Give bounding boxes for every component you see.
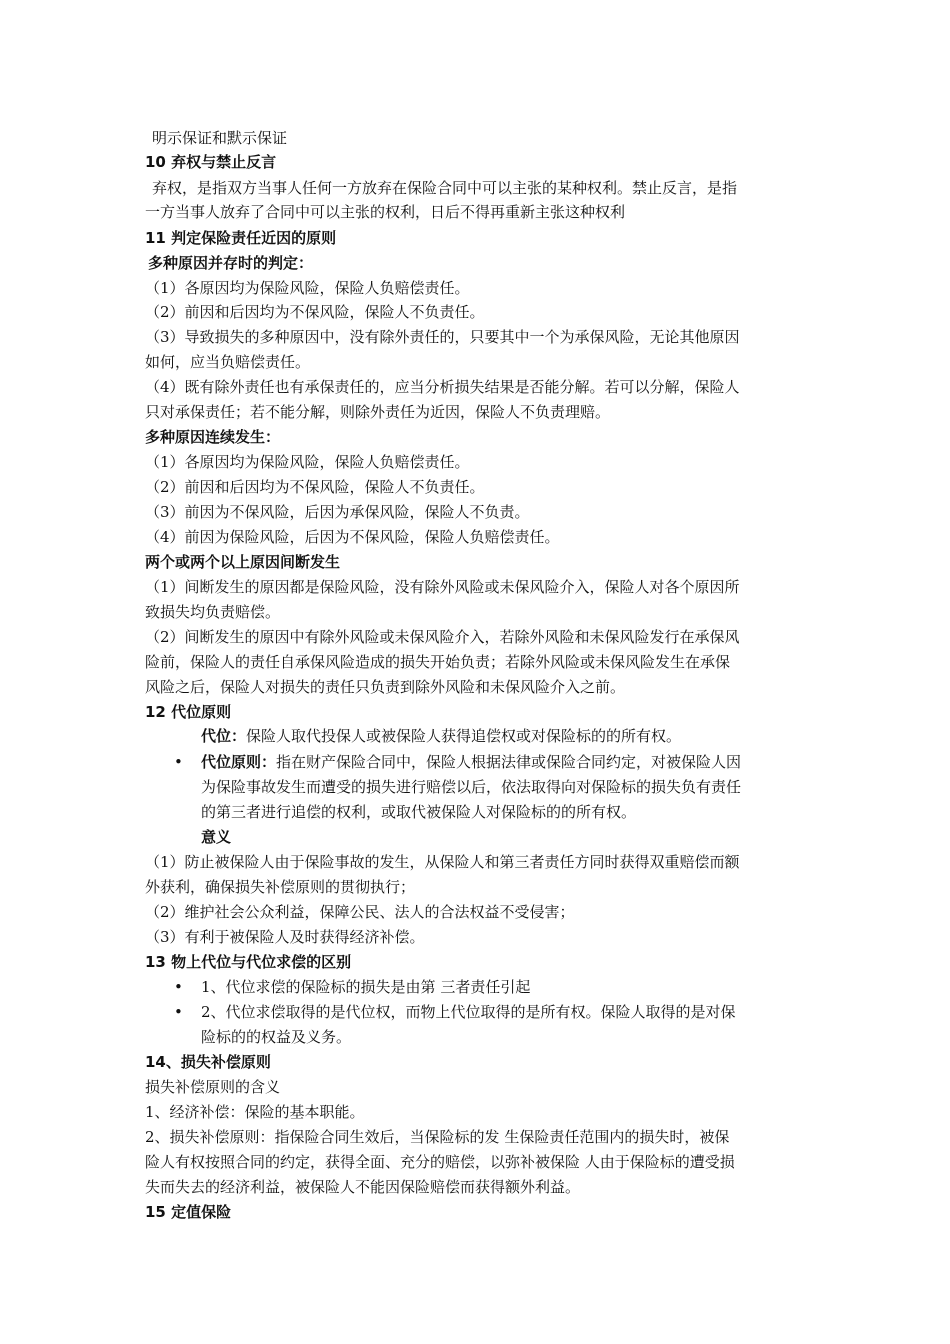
- subheading: 多种原因并存时的判定：: [148, 254, 314, 272]
- text-line: 只对承保责任；若不能分解，则除外责任为近因，保险人不负责理赔。: [145, 403, 611, 421]
- text-line: 如何，应当负赔偿责任。: [145, 353, 311, 371]
- list-item: 2、代位求偿取得的是代位权，而物上代位取得的是所有权。保险人取得的是对保: [201, 1003, 736, 1021]
- text-line: （2）前因和后因均为不保风险，保险人不负责任。: [145, 303, 485, 321]
- text-line: [201, 724, 681, 748]
- section-heading-13: 13 物上代位与代位求偿的区别: [145, 953, 352, 971]
- text-line: （4）前因为保险风险，后因为不保风险，保险人负赔偿责任。: [145, 528, 560, 546]
- text-line: （4）既有除外责任也有承保责任的，应当分析损失结果是否能分解。若可以分解，保险人: [145, 378, 740, 396]
- text-line: （3）前因为不保风险，后因为承保风险，保险人不负责。: [145, 503, 530, 521]
- text-line: 失而失去的经济利益，被保险人不能因保险赔偿而获得额外利益。: [145, 1178, 581, 1196]
- text-line: （1）防止被保险人由于保险事故的发生，从保险人和第三者责任方同时获得双重赔偿而额: [145, 853, 740, 871]
- text-line: 弃权，是指双方当事人任何一方放弃在保险合同中可以主张的某种权利。禁止反言，是指: [152, 179, 738, 197]
- text-line: （1）各原因均为保险风险，保险人负赔偿责任。: [145, 453, 470, 471]
- text-line: 明示保证和默示保证: [152, 129, 288, 147]
- section-heading-10: 10 弃权与禁止反言: [145, 153, 277, 171]
- section-heading-11: 11 判定保险责任近因的原则: [145, 229, 337, 247]
- text-line: （3）有利于被保险人及时获得经济补偿。: [145, 928, 425, 946]
- term-definition: 指在财产保险合同中，保险人根据法律或保险合同约定，对被保险人因: [276, 753, 742, 771]
- text-line: 为保险事故发生而遭受的损失进行赔偿以后，依法取得向对保险标的损失负有责任: [201, 778, 742, 796]
- term-label: 代位原则：: [201, 753, 277, 771]
- term-definition: 保险人取代投保人或被保险人获得追偿权或对保险标的的所有权。: [246, 727, 682, 745]
- text-line: 损失补偿原则的含义: [145, 1078, 281, 1096]
- text-line: 外获利，确保损失补偿原则的贯彻执行；: [145, 878, 416, 896]
- text-line: 1、经济补偿：保险的基本职能。: [145, 1103, 365, 1121]
- subheading: 意义: [201, 828, 232, 846]
- section-heading-12: 12 代位原则: [145, 703, 232, 721]
- section-heading-14: 14、损失补偿原则: [145, 1053, 271, 1071]
- list-item: 险标的的权益及义务。: [201, 1028, 352, 1046]
- text-line: 风险之后，保险人对损失的责任只负责到除外风险和未保风险介入之前。: [145, 678, 626, 696]
- section-heading-15: 15 定值保险: [145, 1203, 232, 1221]
- text-line: [201, 750, 741, 774]
- subheading: 两个或两个以上原因间断发生: [145, 553, 341, 571]
- bullet-icon: •: [174, 1003, 183, 1021]
- text-line: 的第三者进行追偿的权利，或取代被保险人对保险标的的所有权。: [201, 803, 637, 821]
- text-line: （1）各原因均为保险风险，保险人负赔偿责任。: [145, 279, 470, 297]
- bullet-icon: •: [174, 978, 183, 996]
- term-label: 代位：: [201, 727, 247, 745]
- text-line: 2、损失补偿原则：指保险合同生效后，当保险标的发 生保险责任范围内的损失时，被保: [145, 1128, 730, 1146]
- text-line: （1）间断发生的原因都是保险风险，没有除外风险或未保风险介入，保险人对各个原因所: [145, 578, 740, 596]
- text-line: （3）导致损失的多种原因中，没有除外责任的，只要其中一个为承保风险，无论其他原因: [145, 328, 740, 346]
- text-line: （2）维护社会公众利益，保障公民、法人的合法权益不受侵害；: [145, 903, 575, 921]
- text-line: 一方当事人放弃了合同中可以主张的权利，日后不得再重新主张这种权利: [145, 203, 626, 221]
- text-line: （2）间断发生的原因中有除外风险或未保风险介入，若除外风险和未保风险发行在承保风: [145, 628, 740, 646]
- text-line: 险前，保险人的责任自承保风险造成的损失开始负责；若除外风险或未保风险发生在承保: [145, 653, 731, 671]
- subheading: 多种原因连续发生：: [145, 428, 281, 446]
- text-line: 险人有权按照合同的约定，获得全面、充分的赔偿，以弥补被保险 人由于保险标的遭受损: [145, 1153, 735, 1171]
- list-item: 1、代位求偿的保险标的损失是由第 三者责任引起: [201, 978, 531, 996]
- text-line: 致损失均负责赔偿。: [145, 603, 281, 621]
- bullet-icon: •: [174, 753, 183, 771]
- text-line: （2）前因和后因均为不保风险，保险人不负责任。: [145, 478, 485, 496]
